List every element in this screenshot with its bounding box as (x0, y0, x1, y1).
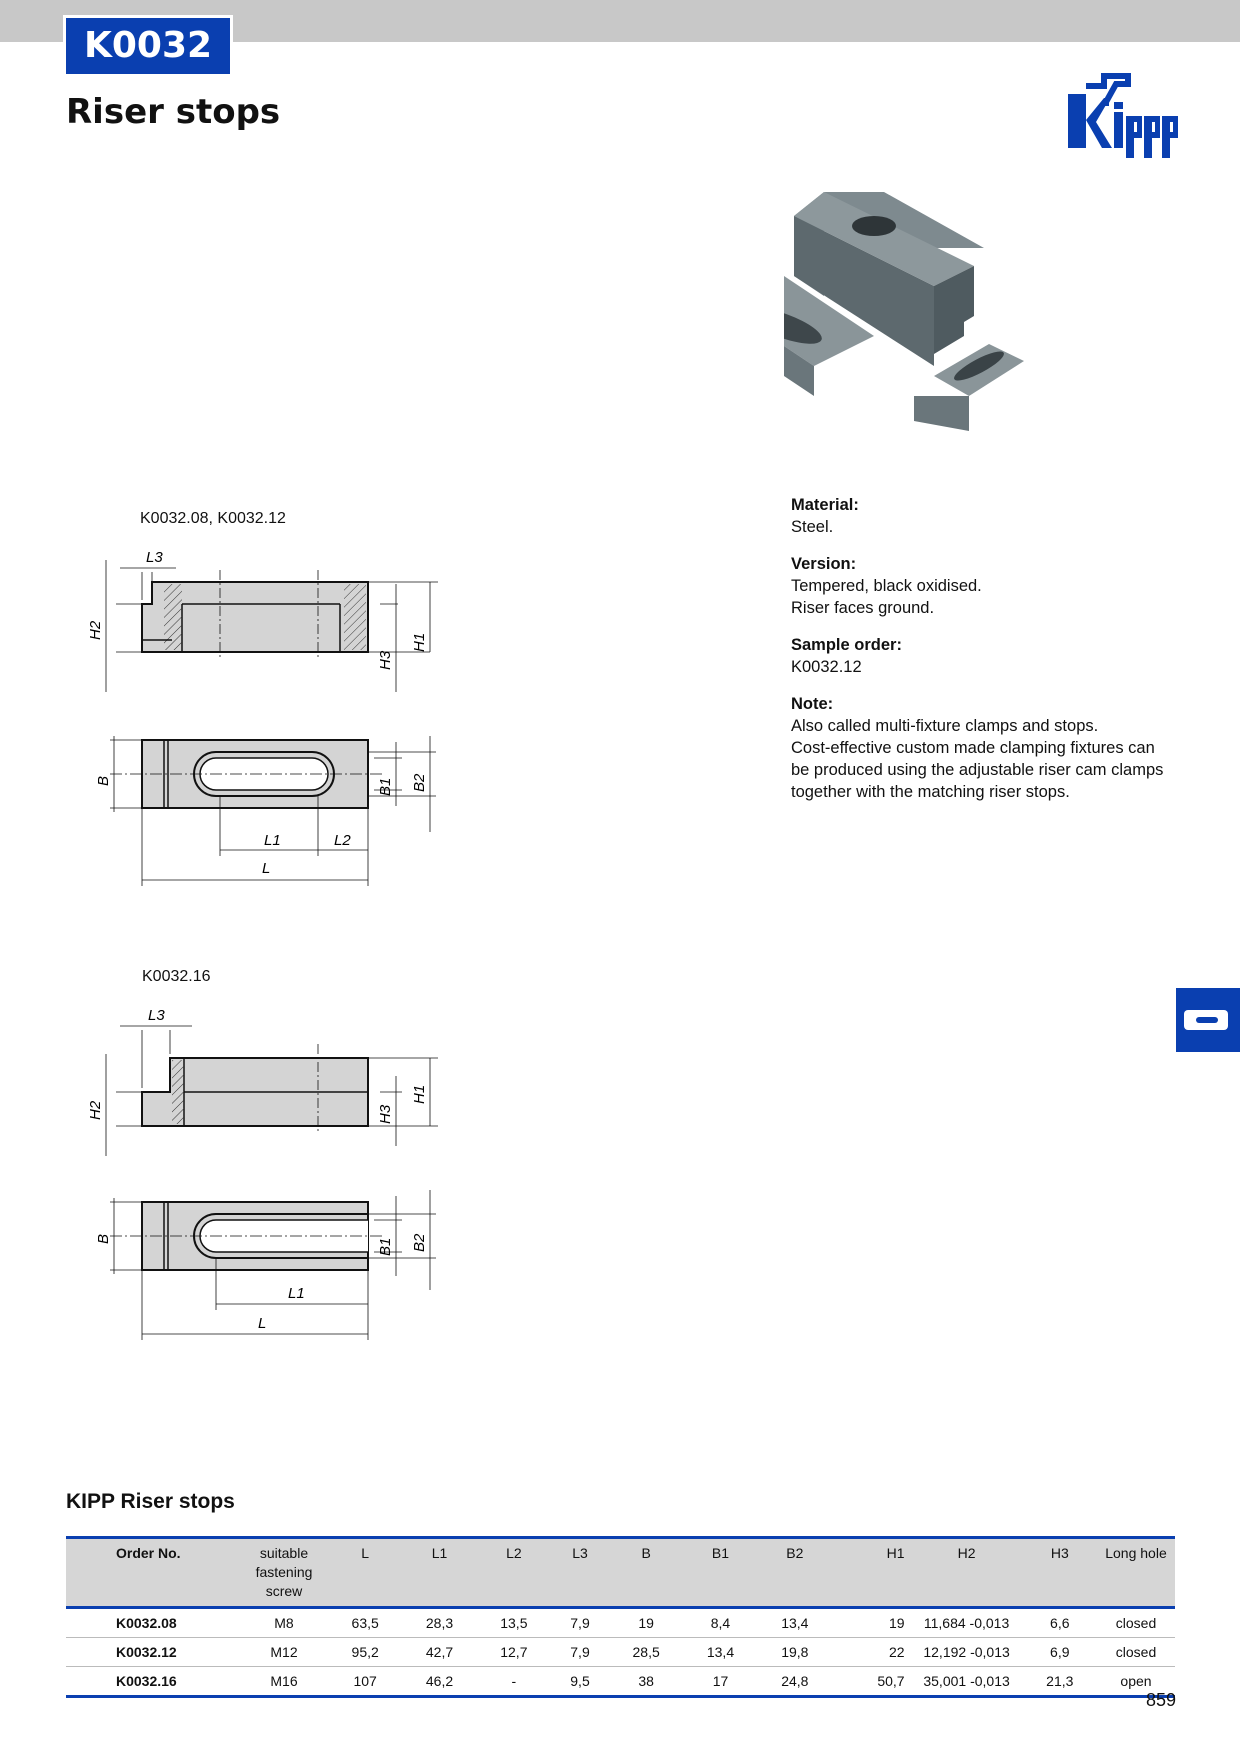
dim-label-l: L (262, 860, 271, 877)
table-cell: 95,2 (328, 1638, 402, 1667)
col-header: Long hole (1097, 1538, 1175, 1608)
table-cell: closed (1097, 1608, 1175, 1638)
table-cell: 19 (609, 1608, 683, 1638)
table-cell: 11,684 -0,013 (911, 1608, 1023, 1638)
page-title: Riser stops (66, 92, 281, 132)
col-header: L1 (402, 1538, 476, 1608)
table-cell: 13,4 (683, 1638, 757, 1667)
table-cell: open (1097, 1667, 1175, 1697)
property-material (791, 494, 1171, 538)
property-value: be produced using the adjustable riser cam clamps (791, 761, 1164, 779)
property-value: together with the matching riser stops. (791, 783, 1070, 801)
table-cell: 22 (832, 1638, 911, 1667)
drawing-caption-bottom: K0032.16 (142, 968, 211, 985)
property-label: Note: (791, 695, 834, 713)
dim-label-l1: L1 (264, 832, 281, 849)
table-cell: 28,5 (609, 1638, 683, 1667)
table-header-row (66, 1538, 1175, 1608)
table-cell: 7,9 (551, 1608, 609, 1638)
property-label: Material: (791, 496, 859, 514)
table-cell: 28,3 (402, 1608, 476, 1638)
table-cell: 8,4 (683, 1608, 757, 1638)
table-cell: 19 (832, 1608, 911, 1638)
col-header: Order No. (66, 1538, 240, 1608)
dim-label-b-bottom: B (95, 1233, 112, 1244)
section-tab[interactable] (1176, 988, 1240, 1052)
dim-label-l1-bottom: L1 (288, 1285, 305, 1302)
dim-label-l-bottom: L (258, 1315, 267, 1332)
product-properties (791, 494, 1171, 818)
dim-label-h1-bottom: H1 (411, 1084, 428, 1104)
col-header: B2 (758, 1538, 832, 1608)
clamp-icon (1176, 988, 1240, 1052)
drawing-caption-top: K0032.08, K0032.12 (140, 510, 286, 527)
property-label: Version: (791, 555, 857, 573)
dim-label-h3: H3 (377, 650, 394, 670)
table-cell: 12,192 -0,013 (911, 1638, 1023, 1667)
technical-drawing-bottom (80, 1000, 460, 1350)
property-value: K0032.12 (791, 658, 862, 676)
specs-table (66, 1536, 1175, 1698)
dim-label-l3-bottom: L3 (148, 1007, 165, 1024)
dim-label-b2-bottom: B2 (411, 1233, 428, 1252)
table-cell: 9,5 (551, 1667, 609, 1697)
table-cell: 35,001 -0,013 (911, 1667, 1023, 1697)
dim-label-b2: B2 (411, 773, 428, 792)
table-row (66, 1667, 1175, 1697)
table-row (66, 1608, 1175, 1638)
property-note (791, 693, 1171, 803)
property-value: Riser faces ground. (791, 599, 935, 617)
table-cell: K0032.12 (66, 1638, 240, 1667)
table-cell: 12,7 (477, 1638, 551, 1667)
col-header: H2 (911, 1538, 1023, 1608)
table-cell: M16 (240, 1667, 328, 1697)
table-cell: 21,3 (1023, 1667, 1097, 1697)
table-cell: 42,7 (402, 1638, 476, 1667)
kipp-logo (1066, 72, 1180, 158)
table-cell: closed (1097, 1638, 1175, 1667)
table-cell: 13,5 (477, 1608, 551, 1638)
table-cell: 6,6 (1023, 1608, 1097, 1638)
table-cell: 6,9 (1023, 1638, 1097, 1667)
property-version (791, 553, 1171, 619)
table-cell: K0032.16 (66, 1667, 240, 1697)
col-header: H1 (832, 1538, 911, 1608)
dim-label-l3: L3 (146, 549, 163, 566)
table-cell: M12 (240, 1638, 328, 1667)
dim-label-b1-bottom: B1 (377, 1237, 394, 1256)
dim-label-b1: B1 (377, 777, 394, 796)
dim-label-b: B (95, 775, 112, 786)
property-sample-order (791, 634, 1171, 678)
table-cell: 19,8 (758, 1638, 832, 1667)
col-header: B (609, 1538, 683, 1608)
table-cell: 38 (609, 1667, 683, 1697)
col-header: L2 (477, 1538, 551, 1608)
table-cell: M8 (240, 1608, 328, 1638)
technical-drawing-top (80, 540, 460, 900)
dim-label-h3-bottom: H3 (377, 1104, 394, 1124)
page-number: 859 (1145, 1690, 1176, 1710)
table-cell: 50,7 (832, 1667, 911, 1697)
product-photo (784, 186, 1124, 466)
table-cell: 13,4 (758, 1608, 832, 1638)
dim-label-l2: L2 (334, 832, 351, 849)
table-cell: 17 (683, 1667, 757, 1697)
property-value: Tempered, black oxidised. (791, 577, 982, 595)
table-cell: 107 (328, 1667, 402, 1697)
table-cell: 63,5 (328, 1608, 402, 1638)
col-header: L (328, 1538, 402, 1608)
property-label: Sample order: (791, 636, 902, 654)
table-cell: 7,9 (551, 1638, 609, 1667)
table-cell: - (477, 1667, 551, 1697)
property-value: Steel. (791, 518, 834, 536)
logo-text: Kipp (1066, 72, 1069, 73)
product-code-badge: K0032 (66, 18, 230, 74)
table-cell: K0032.08 (66, 1608, 240, 1638)
table-cell: 46,2 (402, 1667, 476, 1697)
table-cell: 24,8 (758, 1667, 832, 1697)
table-row (66, 1638, 1175, 1667)
dim-label-h1: H1 (411, 632, 428, 652)
col-header: H3 (1023, 1538, 1097, 1608)
col-header: suitable fastening screw (240, 1538, 328, 1608)
property-value: Cost-effective custom made clamping fixtures can (791, 739, 1155, 757)
property-value: Also called multi-fixture clamps and stops. (791, 717, 1099, 735)
dim-label-h2-bottom: H2 (87, 1100, 104, 1120)
col-header: L3 (551, 1538, 609, 1608)
col-header: B1 (683, 1538, 757, 1608)
dim-label-h2: H2 (87, 620, 104, 640)
table-title: KIPP Riser stops (66, 1490, 235, 1513)
